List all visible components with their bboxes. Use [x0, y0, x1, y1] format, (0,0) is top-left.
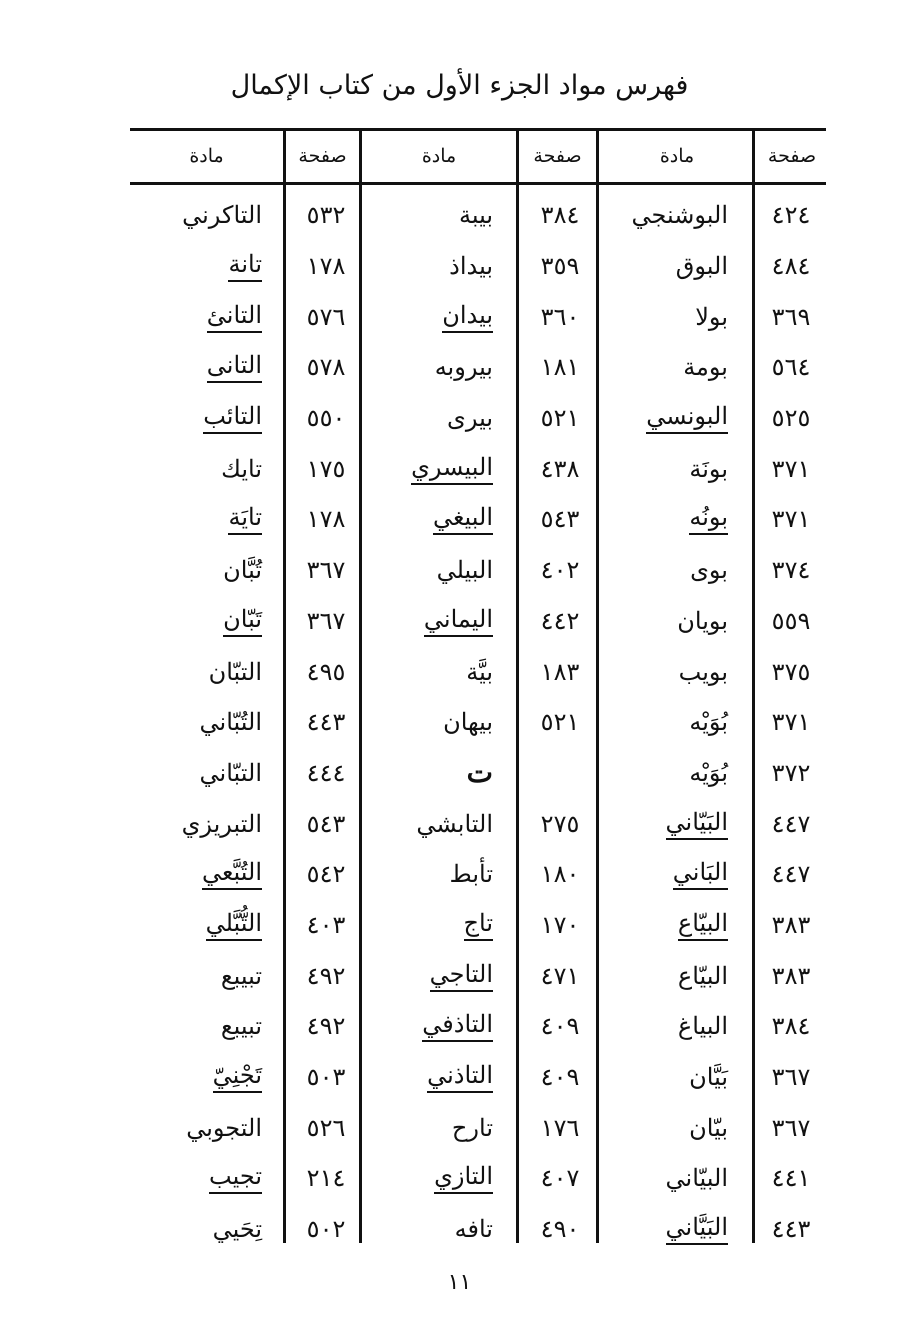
table-body — [130, 190, 826, 1254]
material-cell: بيّان — [689, 1113, 728, 1142]
table-row — [130, 798, 826, 849]
material-cell: البياغ — [677, 1012, 728, 1041]
page-cell: ٥٥٩ — [771, 606, 811, 635]
page-cell: ٤٩٢ — [306, 961, 346, 990]
page-cell-container — [519, 291, 601, 342]
material-cell: بُوَيْه — [689, 708, 728, 737]
material-cell-container — [130, 697, 286, 748]
material-cell-container — [366, 443, 519, 494]
page-cell-container — [519, 900, 601, 951]
material-cell: تَجْنِيّ — [213, 1061, 262, 1093]
page-cell: ٥٠٣ — [306, 1063, 346, 1092]
page-cell-container — [519, 950, 601, 1001]
page-cell: ٤٤٧ — [771, 809, 811, 838]
page-cell: ٣٨٣ — [771, 961, 811, 990]
material-cell: بيروبه — [434, 353, 493, 382]
header-page-3: صفحة — [298, 145, 347, 167]
page-cell-container — [756, 494, 826, 545]
page-cell-container — [286, 900, 366, 951]
table-row — [130, 950, 826, 1001]
page-cell-container — [756, 697, 826, 748]
material-cell: التائب — [203, 402, 262, 434]
material-cell: التُبّاني — [199, 708, 262, 737]
material-cell-container — [130, 342, 286, 393]
material-cell: البيّاني — [665, 1164, 728, 1193]
material-cell-container — [130, 798, 286, 849]
material-cell: تبيبع — [220, 1012, 262, 1041]
page-cell-container — [756, 393, 826, 444]
header-page-1: صفحة — [767, 145, 817, 167]
page-cell: ٣٨٣ — [771, 910, 811, 939]
table-row — [130, 494, 826, 545]
header-material-1: مادة — [659, 145, 695, 167]
material-cell: تارح — [451, 1113, 493, 1142]
material-cell-container — [130, 190, 286, 241]
page-cell: ٥٣٢ — [306, 201, 346, 230]
material-cell-container — [366, 900, 519, 951]
page-cell-container — [519, 646, 601, 697]
material-cell-container — [130, 849, 286, 900]
material-cell: التانى — [207, 351, 262, 383]
table-row — [130, 596, 826, 647]
page-cell: ٤٤٧ — [771, 860, 811, 889]
page-cell-container — [286, 950, 366, 1001]
table-row — [130, 393, 826, 444]
page-cell: ٣٦٧ — [771, 1063, 811, 1092]
page-cell: ٣٧١ — [771, 505, 811, 534]
page-cell-container — [756, 190, 826, 241]
page-cell-container — [756, 798, 826, 849]
page-cell: ١٧٨ — [306, 505, 346, 534]
material-cell: البَيَّاني — [666, 1213, 728, 1245]
material-cell: البَاني — [673, 858, 728, 890]
page-cell: ٤٠٣ — [306, 910, 346, 939]
page-cell-container — [519, 545, 601, 596]
material-cell: بونَة — [689, 454, 728, 483]
page-cell-container — [519, 342, 601, 393]
table-row — [130, 1001, 826, 1052]
material-cell: تاج — [464, 909, 493, 941]
material-cell-container — [366, 393, 519, 444]
page-cell: ٣٦٩ — [771, 302, 811, 331]
page-cell-container — [286, 1204, 366, 1255]
page-cell-container — [286, 393, 366, 444]
material-cell: التانئ — [207, 301, 262, 333]
material-cell-container — [601, 900, 756, 951]
material-cell: تَبّان — [223, 605, 262, 637]
page-cell-container — [756, 1102, 826, 1153]
material-cell: تايَة — [228, 503, 262, 535]
material-cell: بَيَّان — [689, 1063, 728, 1092]
page-cell-container — [756, 342, 826, 393]
material-cell-container — [130, 950, 286, 1001]
page-cell: ٥٤٣ — [540, 505, 580, 534]
material-cell-container — [130, 545, 286, 596]
material-cell: بيَّة — [466, 657, 493, 686]
page-cell: ٤٤٤ — [306, 758, 346, 787]
material-cell-container — [366, 697, 519, 748]
page-cell-container — [519, 849, 601, 900]
page-cell: ٥٦٤ — [771, 353, 811, 382]
material-cell-container — [601, 291, 756, 342]
page-cell-container — [286, 1052, 366, 1103]
material-cell-container — [130, 393, 286, 444]
material-cell: ت — [466, 756, 493, 790]
page-cell-container — [756, 849, 826, 900]
page-cell: ١٨٠ — [540, 860, 580, 889]
material-cell: بومة — [683, 353, 728, 382]
page-cell: ٤٠٩ — [540, 1012, 580, 1041]
page-cell-container — [756, 1204, 826, 1255]
page-cell-container — [519, 596, 601, 647]
header-page-2: صفحة — [533, 145, 582, 167]
material-cell-container — [601, 443, 756, 494]
page-cell-container — [286, 646, 366, 697]
material-cell-container — [601, 241, 756, 292]
page-cell: ٣٨٤ — [540, 201, 580, 230]
table-row — [130, 748, 826, 799]
material-cell: بيبة — [458, 201, 493, 230]
material-cell-container — [366, 1102, 519, 1153]
material-cell-container — [130, 1153, 286, 1204]
page-cell-container — [519, 393, 601, 444]
material-cell: بويب — [678, 657, 728, 686]
page-cell-container — [519, 241, 601, 292]
header-bottom-rule — [130, 182, 826, 185]
material-cell-container — [366, 748, 519, 799]
page-cell-container — [519, 190, 601, 241]
material-cell-container — [601, 190, 756, 241]
page-cell: ٤٩٥ — [306, 657, 346, 686]
material-cell-container — [366, 545, 519, 596]
page-cell: ٥٢١ — [540, 708, 580, 737]
page-cell-container — [286, 291, 366, 342]
material-cell: بوى — [690, 556, 728, 585]
material-cell: التُّبَّلي — [206, 909, 262, 941]
material-cell: البيّاع — [678, 909, 728, 941]
table-row — [130, 646, 826, 697]
index-table — [130, 128, 826, 1243]
page-cell: ٣٧٢ — [771, 758, 811, 787]
page-cell: ١٧٦ — [540, 1113, 580, 1142]
material-cell-container — [601, 494, 756, 545]
material-cell: البيسري — [411, 453, 493, 485]
table-row — [130, 900, 826, 951]
page-cell: ١٧٥ — [306, 454, 346, 483]
material-cell: التاكرني — [182, 201, 262, 230]
material-cell-container — [366, 596, 519, 647]
material-cell: البيغي — [433, 503, 493, 535]
material-cell-container — [130, 748, 286, 799]
material-cell-container — [601, 798, 756, 849]
material-cell-container — [366, 342, 519, 393]
page-cell: ٢١٤ — [306, 1164, 346, 1193]
table-row — [130, 190, 826, 241]
page-cell-container — [519, 1102, 601, 1153]
page-cell: ٤٠٩ — [540, 1063, 580, 1092]
material-cell-container — [130, 1102, 286, 1153]
page-cell-container — [286, 798, 366, 849]
page-cell-container — [519, 1052, 601, 1103]
material-cell-container — [130, 291, 286, 342]
material-cell-container — [366, 849, 519, 900]
page-cell: ٣٧٤ — [771, 556, 811, 585]
page-cell: ٤٣٨ — [540, 454, 580, 483]
material-cell: بيدان — [442, 301, 493, 333]
material-cell: تايك — [221, 454, 262, 483]
material-cell-container — [130, 443, 286, 494]
material-cell: التابشي — [416, 809, 493, 838]
page-cell: ٣٦٧ — [306, 556, 346, 585]
material-cell: بويان — [677, 606, 728, 635]
page-cell-container — [756, 646, 826, 697]
page-cell: ١٨١ — [540, 353, 580, 382]
material-cell: بيرى — [447, 404, 493, 433]
page-cell: ٥٤٣ — [306, 809, 346, 838]
material-cell: بيهان — [443, 708, 493, 737]
page-cell-container — [286, 241, 366, 292]
page-cell-container — [519, 1001, 601, 1052]
page-cell-container — [286, 494, 366, 545]
material-cell-container — [366, 646, 519, 697]
page-cell: ١٨٣ — [540, 657, 580, 686]
material-cell: بونُه — [689, 503, 728, 535]
page-cell: ٤٩٠ — [540, 1215, 580, 1244]
material-cell-container — [601, 342, 756, 393]
page-cell: ٥٢١ — [540, 404, 580, 433]
material-cell-container — [130, 241, 286, 292]
table-row — [130, 545, 826, 596]
page-cell-container — [286, 1001, 366, 1052]
material-cell-container — [601, 697, 756, 748]
material-cell-container — [601, 596, 756, 647]
page-cell-container — [286, 697, 366, 748]
page-cell-container — [756, 1153, 826, 1204]
page-cell-container — [756, 748, 826, 799]
material-cell: التاذفي — [422, 1010, 493, 1042]
material-cell-container — [366, 798, 519, 849]
material-cell: تجيب — [209, 1162, 262, 1194]
table-row — [130, 342, 826, 393]
page-cell-container — [519, 443, 601, 494]
material-cell: التاذني — [427, 1061, 493, 1093]
page-cell: ٣٦٠ — [540, 302, 580, 331]
page-cell: ٣٦٧ — [771, 1113, 811, 1142]
page-cell: ٤٠٢ — [540, 556, 580, 585]
page-cell-container — [286, 596, 366, 647]
material-cell-container — [366, 950, 519, 1001]
table-row — [130, 697, 826, 748]
page-cell: ٥٠٢ — [306, 1215, 346, 1244]
page-cell-container — [756, 545, 826, 596]
page-cell: ٣٧١ — [771, 454, 811, 483]
page-cell: ٤٠٧ — [540, 1164, 580, 1193]
page-cell-container — [286, 190, 366, 241]
material-cell-container — [601, 545, 756, 596]
material-cell: تِحَيي — [212, 1215, 262, 1244]
page-number: ١١ — [447, 1270, 472, 1295]
page-cell: ٣٨٤ — [771, 1012, 811, 1041]
page-cell-container — [756, 596, 826, 647]
material-cell-container — [601, 646, 756, 697]
material-cell: تافه — [454, 1215, 493, 1244]
table-row — [130, 1052, 826, 1103]
page-cell: ٥٢٦ — [306, 1113, 346, 1142]
page-cell: ٤٢٤ — [771, 201, 811, 230]
material-cell: اليماني — [424, 605, 493, 637]
page-cell: ٥٧٦ — [306, 302, 346, 331]
material-cell: التازي — [434, 1162, 493, 1194]
material-cell-container — [601, 1001, 756, 1052]
page-cell: ٤٧١ — [540, 961, 580, 990]
page-cell-container — [519, 697, 601, 748]
material-cell: البَيّاني — [666, 808, 728, 840]
material-cell-container — [366, 1204, 519, 1255]
page-cell-container — [286, 1153, 366, 1204]
table-top-rule — [130, 128, 826, 131]
material-cell-container — [601, 1153, 756, 1204]
material-cell-container — [130, 1204, 286, 1255]
page-cell: ٣٦٧ — [306, 606, 346, 635]
material-cell: بيداذ — [449, 252, 493, 281]
material-cell: التاجي — [430, 960, 493, 992]
page-cell-container — [756, 241, 826, 292]
page-cell-container — [756, 900, 826, 951]
table-row — [130, 291, 826, 342]
page-cell: ٥٢٥ — [771, 404, 811, 433]
material-cell: بولا — [695, 302, 728, 331]
page-cell: ١٧٠ — [540, 910, 580, 939]
page-cell: ١٧٨ — [306, 252, 346, 281]
material-cell-container — [366, 1153, 519, 1204]
material-cell-container — [366, 291, 519, 342]
page-cell: ٤٩٢ — [306, 1012, 346, 1041]
page-cell-container — [756, 1052, 826, 1103]
material-cell: تُبَّان — [223, 556, 262, 585]
table-row — [130, 241, 826, 292]
page-cell: ٥٧٨ — [306, 353, 346, 382]
page-cell-container — [756, 950, 826, 1001]
material-cell: البونسي — [646, 402, 728, 434]
material-cell: التجوبي — [186, 1113, 262, 1142]
material-cell: تانة — [228, 250, 262, 282]
material-cell-container — [601, 748, 756, 799]
page-cell: ٢٧٥ — [540, 809, 580, 838]
material-cell: تبيبع — [220, 961, 262, 990]
page-cell-container — [286, 342, 366, 393]
header-material-2: مادة — [421, 145, 457, 167]
table-row — [130, 443, 826, 494]
page-cell: ٣٧١ — [771, 708, 811, 737]
material-cell-container — [601, 1052, 756, 1103]
page-cell: ٤٤١ — [771, 1164, 811, 1193]
page-cell: ٤٤٣ — [771, 1215, 811, 1244]
page-cell-container — [286, 545, 366, 596]
material-cell-container — [366, 190, 519, 241]
page-cell: ٥٤٢ — [306, 860, 346, 889]
page-cell: ٤٨٤ — [771, 252, 811, 281]
material-cell: البوق — [675, 252, 728, 281]
material-cell: التبّان — [208, 657, 262, 686]
page-cell: ٣٥٩ — [540, 252, 580, 281]
page-cell-container — [286, 1102, 366, 1153]
page-cell-container — [756, 291, 826, 342]
page-cell-container — [286, 443, 366, 494]
material-cell: تأبط — [449, 860, 493, 889]
page-cell-container — [519, 494, 601, 545]
page-cell-container — [756, 1001, 826, 1052]
material-cell-container — [130, 646, 286, 697]
page-cell: ٤٤٣ — [306, 708, 346, 737]
page-title: فهرس مواد الجزء الأول من كتاب الإكمال — [230, 70, 689, 101]
table-row — [130, 1153, 826, 1204]
material-cell-container — [366, 494, 519, 545]
material-cell-container — [601, 950, 756, 1001]
page-cell-container — [519, 798, 601, 849]
material-cell-container — [130, 1052, 286, 1103]
material-cell: البيلي — [436, 556, 493, 585]
table-row — [130, 849, 826, 900]
page-cell-container — [756, 443, 826, 494]
page-cell-container — [519, 748, 601, 799]
material-cell-container — [130, 596, 286, 647]
material-cell: بُوَيْه — [689, 758, 728, 787]
page-cell-container — [519, 1153, 601, 1204]
page-cell-container — [286, 849, 366, 900]
material-cell-container — [130, 900, 286, 951]
material-cell-container — [366, 1052, 519, 1103]
table-row — [130, 1204, 826, 1255]
material-cell: التبّاني — [199, 758, 262, 787]
material-cell-container — [366, 241, 519, 292]
page-cell: ٤٤٢ — [540, 606, 580, 635]
page-cell-container — [286, 748, 366, 799]
material-cell-container — [601, 393, 756, 444]
page-cell: ٣٧٥ — [771, 657, 811, 686]
material-cell-container — [601, 849, 756, 900]
table-row — [130, 1102, 826, 1153]
material-cell-container — [130, 494, 286, 545]
page-cell: ٥٥٠ — [306, 404, 346, 433]
header-material-3: مادة — [189, 145, 224, 167]
material-cell: التُبَّعي — [202, 858, 262, 890]
material-cell: التبريزي — [181, 809, 262, 838]
material-cell-container — [601, 1204, 756, 1255]
material-cell-container — [366, 1001, 519, 1052]
page-cell-container — [519, 1204, 601, 1255]
material-cell: البوشنجي — [631, 201, 728, 230]
material-cell-container — [130, 1001, 286, 1052]
material-cell: البيّاع — [677, 961, 728, 990]
material-cell-container — [601, 1102, 756, 1153]
